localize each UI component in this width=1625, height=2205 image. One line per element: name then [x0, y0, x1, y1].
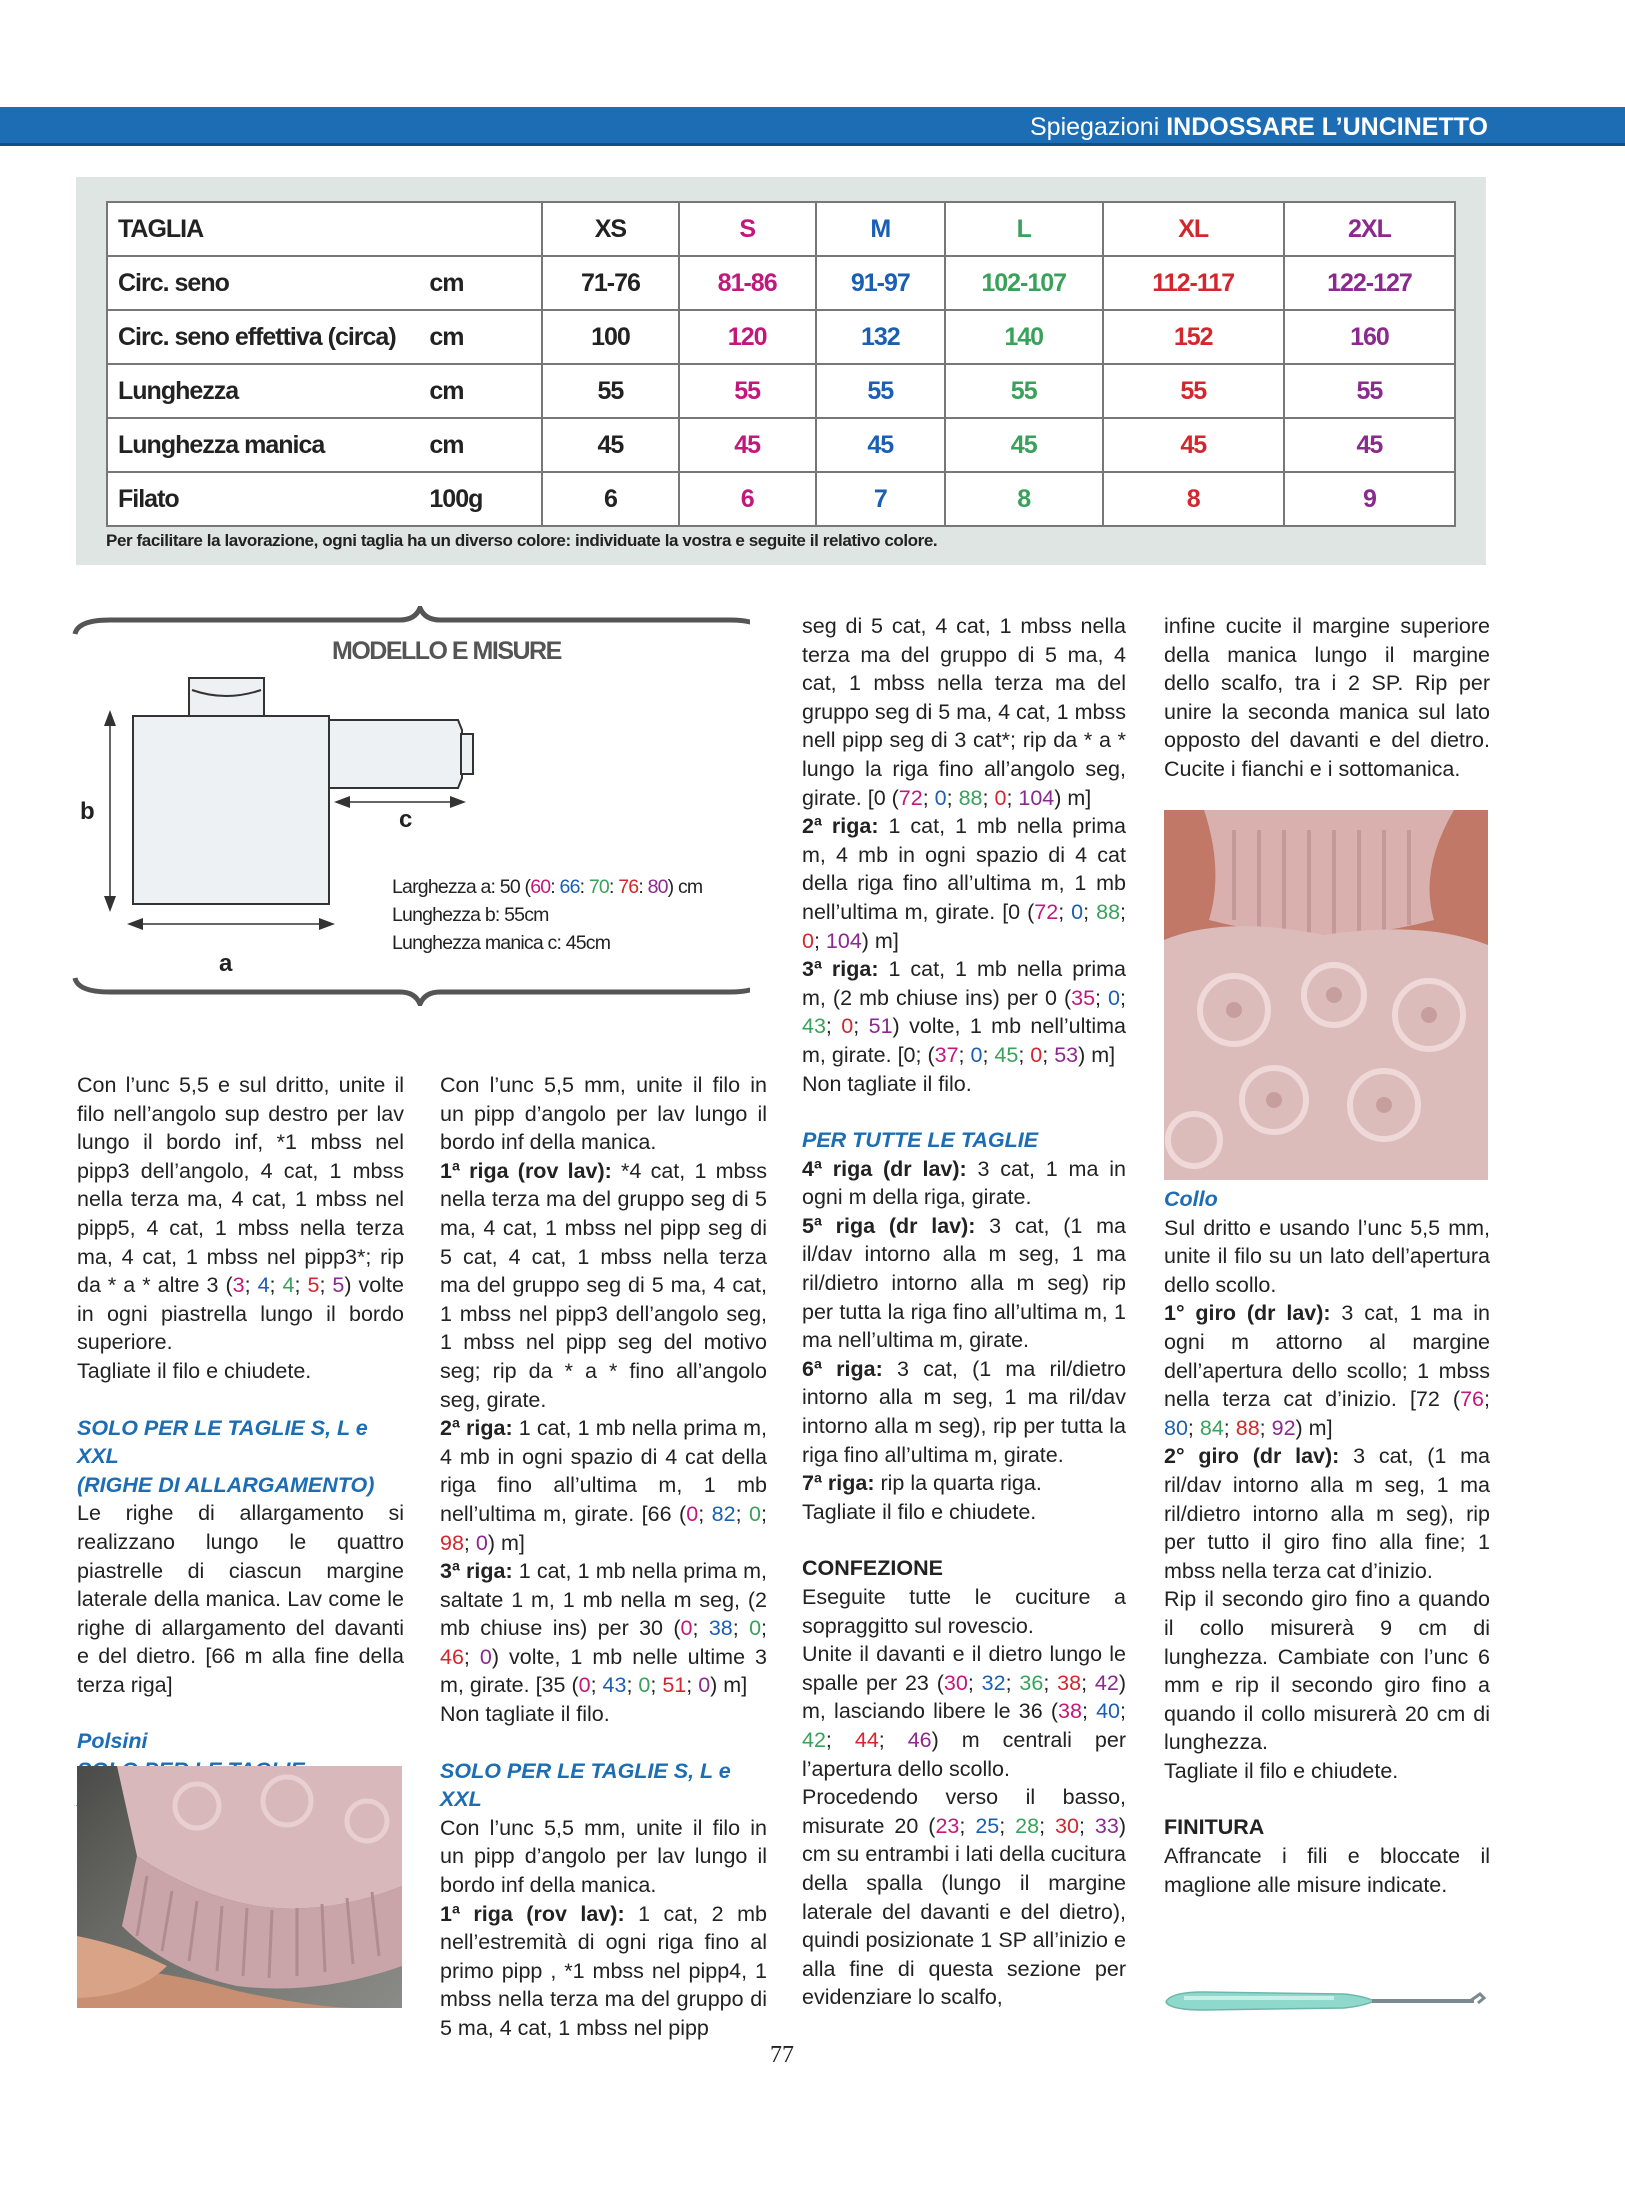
- size-table-cell: 122-127: [1284, 256, 1455, 310]
- size-table-cell: cm: [419, 310, 542, 364]
- diagram-title: MODELLO E MISURE: [332, 637, 561, 665]
- collar-photo: [1164, 810, 1488, 1180]
- size-table-cell: 45: [542, 418, 678, 472]
- size-table-row: [107, 310, 1455, 364]
- diagram-label-b: b: [80, 798, 95, 825]
- diagram-sleeve: [329, 720, 462, 788]
- length-measure: Lunghezza b: 55cm: [392, 904, 549, 926]
- size-table-cell: cm: [419, 256, 542, 310]
- size-table-cell: 45: [945, 418, 1103, 472]
- diagram-body: [133, 716, 329, 904]
- size-table-header-row: [107, 202, 1455, 256]
- size-table-cell: [419, 202, 542, 256]
- page-number: 77: [770, 2042, 794, 2068]
- sleeve-cuff-photo: [77, 1766, 402, 2008]
- text-column-4-continued: Collo Sul dritto e usando l’unc 5,5 mm, unite il filo su un lato dell’apertura dello scollo. 1° giro (dr lav): 3 cat, 1 ma in ogni m attorno al margine dell’apertura dello scollo; 1 mbss nella terza cat d’inizio. [72 (76; 80; 84; 88; 92) m] 2° giro (dr lav): 3 cat, (1 ma ril/dav intorno alla m seg, 1 ma ril/dietro intorno alla m seg), rip per tutto il giro fino alla fine; 1 mbss nella terza cat d’inizio. Rip il secondo giro fino a quando il collo misurerà 9 cm di lunghezza. Cambiate con l’unc 6 mm e rip il secondo giro fino a quando il collo misurerà 20 cm di lunghezza. Tagliate il filo e chiudete. FINITURA Affrancate i fili e bloccate il maglione alle misure indicate.: [1164, 1187, 1490, 1897]
- width-measure: Larghezza a: 50 (60: 66: 70: 76: 80) cm: [392, 876, 703, 898]
- size-table-cell: 140: [945, 310, 1103, 364]
- size-table-cell: 45: [816, 418, 945, 472]
- size-table-cell: 112-117: [1103, 256, 1284, 310]
- size-table-cell: 55: [1103, 364, 1284, 418]
- size-table-cell: 6: [679, 472, 816, 526]
- size-table-cell: Circ. seno effettiva (circa): [107, 310, 419, 364]
- size-table-cell: 9: [1284, 472, 1455, 526]
- diagram-label-a: a: [219, 950, 233, 977]
- text-column-2: Con l’unc 5,5 mm, unite il filo in un pipp d’angolo per lav lungo il bordo inf della manica. 1ª riga (rov lav): *4 cat, 1 mbss nella terza ma del gruppo seg di 5 ma, 4 cat, 1 mbss nel pipp seg di 5 cat, 4 cat, 1 mbss nella terza ma del gruppo seg di 5 ma, 4 cat, 1 mbss nel pipp3 dell’angolo seg, 1 mbss nel pipp seg del motivo seg; rip da * a * fino all’angolo seg, girate. 2ª riga: 1 cat, 1 mb nella prima m, 4 mb in ogni spazio di 4 cat della riga fino all’ultima m, 1 mb nell’ultima m, girate. [66 (0; 82; 0; 98; 0) m] 3ª riga: 1 cat, 1 mb nella prima m, saltate 1 m, 1 mb nella m seg, (2 mb chiuse ins) per 30 (0; 38; 0; 46; 0) volte, 1 mb nelle ultime 3 m, girate. [35 (0; 43; 0; 51; 0) m] Non tagliate il filo. SOLO PER LE TAGLIE S, L e XXL Con l’unc 5,5 mm, unite il filo in un pipp d’angolo per lav lungo il bordo inf della manica. 1ª riga (rov lav): 1 cat, 2 mb nell’estremità di ogni riga fino al primo pipp , *1 mbss nel pipp4, 1 mbss nella terza ma del gruppo di 5 ma, 4 cat, 1 mbss nel pipp: [440, 1073, 768, 2040]
- size-table-cell: 45: [679, 418, 816, 472]
- text-column-4: infine cucite il margine superiore della manica lungo il margine dello scalfo, tra i 2 SP. Rip per unire la seconda manica sul lato opposto del davanti e del dietro. Cucite i fianchi e i sottomanica.: [1164, 614, 1490, 781]
- size-table-cell: 91-97: [816, 256, 945, 310]
- size-table-cell: 45: [1103, 418, 1284, 472]
- size-table-cell: 102-107: [945, 256, 1103, 310]
- section-title: Spiegazioni INDOSSARE L’UNCINETTO: [1029, 113, 1488, 141]
- size-table-cell: 8: [945, 472, 1103, 526]
- size-table-row: [107, 256, 1455, 310]
- size-table-cell: XS: [542, 202, 678, 256]
- size-table-cell: 55: [816, 364, 945, 418]
- size-table-cell: cm: [419, 364, 542, 418]
- size-table-cell: Lunghezza: [107, 364, 419, 418]
- diagram-collar: [189, 678, 264, 720]
- diagram-label-c: c: [399, 806, 413, 833]
- size-table-cell: Lunghezza manica: [107, 418, 419, 472]
- size-table-row: [107, 472, 1455, 526]
- crochet-hook-illustration: [1164, 1984, 1490, 2018]
- size-table-note: Per facilitare la lavorazione, ogni taglia ha un diverso colore: individuate la vostra e seguite il relativo colore.: [106, 531, 938, 550]
- size-table-cell: 120: [679, 310, 816, 364]
- diagram-measurements: [392, 873, 702, 957]
- size-table-cell: Filato: [107, 472, 419, 526]
- size-table-cell: 81-86: [679, 256, 816, 310]
- sleeve-measure: Lunghezza manica c: 45cm: [392, 932, 611, 954]
- size-table-cell: 55: [1284, 364, 1455, 418]
- size-table-cell: 7: [816, 472, 945, 526]
- size-table-cell: 45: [1284, 418, 1455, 472]
- size-table-box: [76, 177, 1486, 565]
- size-table-cell: 6: [542, 472, 678, 526]
- size-table-cell: 8: [1103, 472, 1284, 526]
- diagram-top-brace: [75, 608, 750, 634]
- size-table-cell: 132: [816, 310, 945, 364]
- size-table-cell: 55: [679, 364, 816, 418]
- size-table-cell: 55: [945, 364, 1103, 418]
- size-table-cell: 100g: [419, 472, 542, 526]
- size-table-cell: 55: [542, 364, 678, 418]
- size-table-cell: TAGLIA: [107, 202, 419, 256]
- size-table-cell: cm: [419, 418, 542, 472]
- size-table-cell: 100: [542, 310, 678, 364]
- size-table-cell: L: [945, 202, 1103, 256]
- size-table-cell: M: [816, 202, 945, 256]
- text-column-3: seg di 5 cat, 4 cat, 1 mbss nella terza ma del gruppo di 5 ma, 4 cat, 1 mbss nella terza ma del gruppo seg di 5 ma, 4 cat, 1 mbss nell pipp seg di 3 cat*; rip da * a * lungo la riga fino all’angolo seg, girate. [0 (72; 0; 88; 0; 104) m] 2ª riga: 1 cat, 1 mb nella prima m, 4 mb in ogni spazio di 4 cat della riga fino all’ultima m, 1 mb nell’ultima m, girate. [0 (72; 0; 88; 0; 104) m] 3ª riga: 1 cat, 1 mb nella prima m, (2 mb chiuse ins) per 0 (35; 0; 43; 0; 51) volte, 1 mb nell’ultima m, girate. [0; (37; 0; 45; 0; 53) m] Non tagliate il filo. PER TUTTE LE TAGLIE 4ª riga (dr lav): 3 cat, 1 ma in ogni m della riga, girate. 5ª riga (dr lav): 3 cat, (1 ma il/dav intorno alla m seg, 1 ma ril/dietro intorno alla m seg) rip per tutta la riga fino all’ultima m, 1 ma nell’ultima m, girate. 6ª riga: 3 cat, (1 ma ril/dietro intorno alla m seg, 1 ma ril/dav intorno alla m seg), rip per tutta la riga fino all’ultima m, girate. 7ª riga: rip la quarta riga. Tagliate il filo e chiudete. CONFEZIONE Eseguite tutte le cuciture a sopraggitto sul rovescio. Unite il davanti e il dietro lungo le spalle per 23 (30; 32; 36; 38; 42) m, lasciando libere le 36 (38; 40; 42; 44; 46) m centrali per l’apertura dello scollo. Procedendo verso il basso, misurate 20 (23; 25; 28; 30; 33) cm su entrambi i lati della cucitura della spalla (lungo il margine laterale del davanti e del dietro), quindi posizionate 1 SP all’inizio e alla fine di questa sezione per evidenziare lo scalfo,: [802, 614, 1127, 2010]
- size-table-cell: 160: [1284, 310, 1455, 364]
- diagram-bottom-brace: [75, 978, 750, 1004]
- text-column-1: Con l’unc 5,5 e sul dritto, unite il filo nell’angolo sup destro per lav lungo il bordo inf, *1 mbss nel pipp3 dell’angolo, 4 cat, 1 mbss nella terza ma, 4 cat, 1 mbss nel pipp5, 4 cat, 1 mbss nella terza ma, 4 cat, 1 mbss nel pipp3*; rip da * a * altre 3 (3; 4; 4; 5; 5) volte in ogni piastrella lungo il bordo superiore. Tagliate il filo e chiudete. SOLO PER LE TAGLIE S, L e XXL (RIGHE DI ALLARGAMENTO) Le righe di allargamento si realizzano lungo le quattro piastrelle di ciascun margine laterale della manica. Lav come le righe di allargamento del davanti e del dietro. [66 m alla fine della terza riga] Polsini: [77, 1073, 404, 1754]
- size-table-cell: Circ. seno: [107, 256, 419, 310]
- size-table-cell: 2XL: [1284, 202, 1455, 256]
- size-table-cell: 71-76: [542, 256, 678, 310]
- size-table-cell: 152: [1103, 310, 1284, 364]
- size-table-cell: XL: [1103, 202, 1284, 256]
- size-table: [106, 201, 1456, 527]
- size-table-row: [107, 364, 1455, 418]
- size-table-row: [107, 418, 1455, 472]
- size-table-cell: S: [679, 202, 816, 256]
- diagram-cuff: [461, 734, 473, 774]
